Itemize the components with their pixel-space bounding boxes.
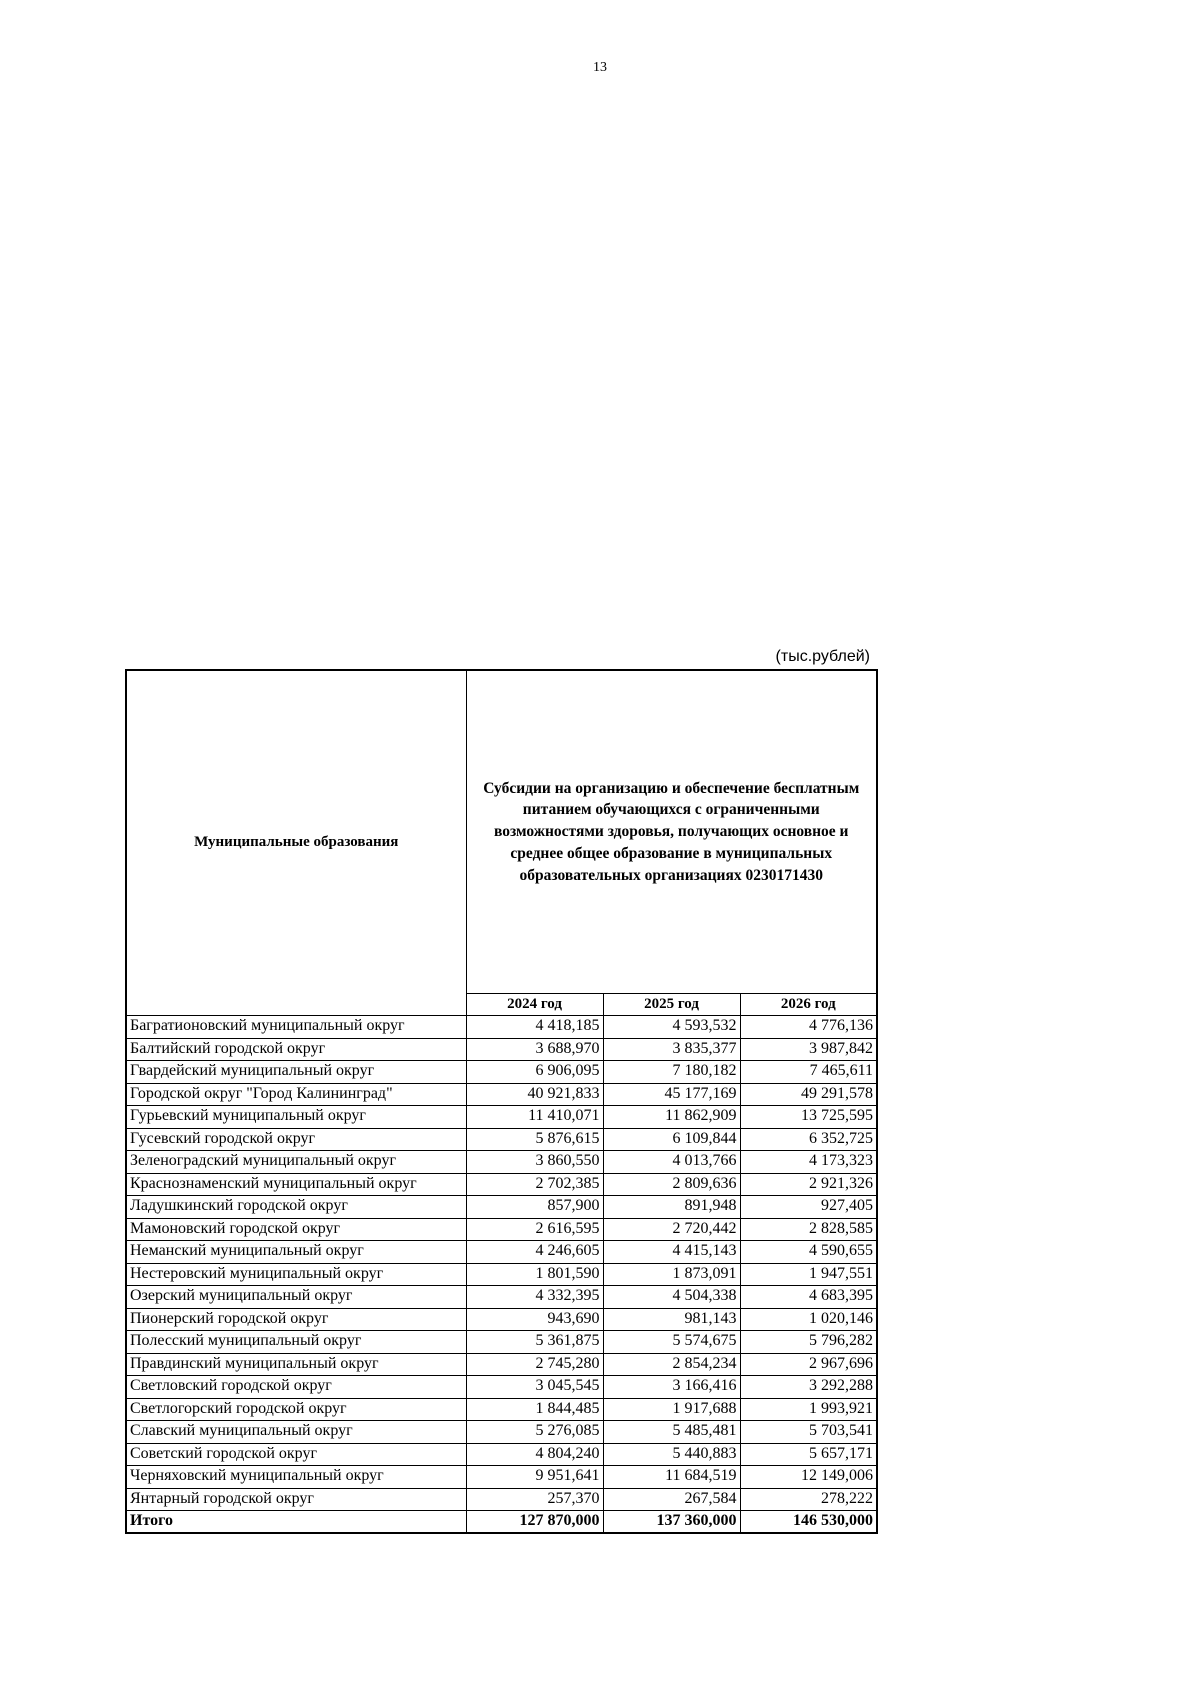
row-value-2026: 2 921,326 — [740, 1173, 877, 1196]
row-value-2024: 3 860,550 — [466, 1151, 603, 1174]
table-row — [126, 1083, 877, 1106]
total-2026: 146 530,000 — [740, 1511, 877, 1534]
row-value-2024: 5 361,875 — [466, 1331, 603, 1354]
units-label: (тыс.рублей) — [775, 648, 870, 665]
header-year-2026: 2026 год — [740, 994, 877, 1016]
row-value-2025: 2 854,234 — [603, 1353, 740, 1376]
total-2024: 127 870,000 — [466, 1511, 603, 1534]
row-value-2024: 6 906,095 — [466, 1061, 603, 1084]
table-row — [126, 1466, 877, 1489]
row-value-2026: 2 828,585 — [740, 1218, 877, 1241]
table-row — [126, 1286, 877, 1309]
row-value-2024: 2 616,595 — [466, 1218, 603, 1241]
row-value-2024: 4 332,395 — [466, 1286, 603, 1309]
table-row — [126, 1488, 877, 1511]
row-name: Пионерский городской округ — [126, 1308, 466, 1331]
row-value-2026: 13 725,595 — [740, 1106, 877, 1129]
row-value-2026: 5 657,171 — [740, 1443, 877, 1466]
row-name: Краснознаменский муниципальный округ — [126, 1173, 466, 1196]
row-name: Зеленоградский муниципальный округ — [126, 1151, 466, 1174]
row-value-2024: 40 921,833 — [466, 1083, 603, 1106]
header-year-2024: 2024 год — [466, 994, 603, 1016]
row-value-2025: 267,584 — [603, 1488, 740, 1511]
subsidy-table — [125, 669, 878, 1534]
row-value-2024: 11 410,071 — [466, 1106, 603, 1129]
row-value-2025: 891,948 — [603, 1196, 740, 1219]
table-body — [126, 1016, 877, 1511]
row-value-2024: 257,370 — [466, 1488, 603, 1511]
table-row — [126, 1376, 877, 1399]
row-value-2025: 2 809,636 — [603, 1173, 740, 1196]
row-name: Озерский муниципальный округ — [126, 1286, 466, 1309]
row-value-2024: 1 844,485 — [466, 1398, 603, 1421]
row-value-2025: 6 109,844 — [603, 1128, 740, 1151]
table-row — [126, 1331, 877, 1354]
row-value-2026: 1 993,921 — [740, 1398, 877, 1421]
row-value-2024: 4 418,185 — [466, 1016, 603, 1039]
row-value-2024: 4 246,605 — [466, 1241, 603, 1264]
row-value-2026: 1 947,551 — [740, 1263, 877, 1286]
row-value-2025: 5 440,883 — [603, 1443, 740, 1466]
row-value-2025: 4 013,766 — [603, 1151, 740, 1174]
row-value-2025: 4 415,143 — [603, 1241, 740, 1264]
row-value-2025: 11 684,519 — [603, 1466, 740, 1489]
header-subsidy: Субсидии на организацию и обеспечение бесплатным питанием обучающихся с ограниченными возможностями здоровья, получающих основное и среднее общее образование в муниципальных образовательных организациях 0230171430 — [466, 670, 877, 994]
row-value-2026: 1 020,146 — [740, 1308, 877, 1331]
total-2025: 137 360,000 — [603, 1511, 740, 1534]
row-value-2025: 1 917,688 — [603, 1398, 740, 1421]
row-value-2024: 2 745,280 — [466, 1353, 603, 1376]
row-value-2025: 1 873,091 — [603, 1263, 740, 1286]
row-value-2024: 1 801,590 — [466, 1263, 603, 1286]
row-name: Багратионовский муниципальный округ — [126, 1016, 466, 1039]
table-row — [126, 1196, 877, 1219]
table-row — [126, 1398, 877, 1421]
row-name: Балтийский городской округ — [126, 1038, 466, 1061]
row-value-2026: 5 703,541 — [740, 1421, 877, 1444]
row-value-2024: 5 876,615 — [466, 1128, 603, 1151]
row-value-2026: 4 683,395 — [740, 1286, 877, 1309]
row-value-2026: 3 987,842 — [740, 1038, 877, 1061]
row-name: Нестеровский муниципальный округ — [126, 1263, 466, 1286]
page-number: 13 — [593, 60, 607, 75]
row-value-2024: 2 702,385 — [466, 1173, 603, 1196]
row-value-2025: 4 504,338 — [603, 1286, 740, 1309]
row-name: Черняховский муниципальный округ — [126, 1466, 466, 1489]
row-name: Неманский муниципальный округ — [126, 1241, 466, 1264]
row-value-2026: 7 465,611 — [740, 1061, 877, 1084]
row-value-2025: 7 180,182 — [603, 1061, 740, 1084]
header-year-2025: 2025 год — [603, 994, 740, 1016]
table-row — [126, 1308, 877, 1331]
table-row — [126, 1421, 877, 1444]
table-row — [126, 1038, 877, 1061]
row-value-2024: 3 688,970 — [466, 1038, 603, 1061]
row-value-2024: 4 804,240 — [466, 1443, 603, 1466]
total-row — [126, 1511, 877, 1534]
row-name: Гвардейский муниципальный округ — [126, 1061, 466, 1084]
row-value-2026: 3 292,288 — [740, 1376, 877, 1399]
row-value-2025: 981,143 — [603, 1308, 740, 1331]
subsidy-table-container — [125, 669, 877, 1534]
row-name: Гурьевский муниципальный округ — [126, 1106, 466, 1129]
row-value-2026: 4 776,136 — [740, 1016, 877, 1039]
table-row — [126, 1353, 877, 1376]
row-value-2026: 4 173,323 — [740, 1151, 877, 1174]
table-row — [126, 1218, 877, 1241]
table-row — [126, 1263, 877, 1286]
row-name: Светлогорский городской округ — [126, 1398, 466, 1421]
row-name: Мамоновский городской округ — [126, 1218, 466, 1241]
total-label: Итого — [126, 1511, 466, 1534]
row-name: Светловский городской округ — [126, 1376, 466, 1399]
row-value-2026: 278,222 — [740, 1488, 877, 1511]
row-value-2025: 3 166,416 — [603, 1376, 740, 1399]
row-value-2025: 11 862,909 — [603, 1106, 740, 1129]
row-name: Советский городской округ — [126, 1443, 466, 1466]
row-value-2026: 12 149,006 — [740, 1466, 877, 1489]
row-value-2025: 5 574,675 — [603, 1331, 740, 1354]
row-name: Янтарный городской округ — [126, 1488, 466, 1511]
table-row — [126, 1151, 877, 1174]
row-name: Славский муниципальный округ — [126, 1421, 466, 1444]
row-name: Гусевский городской округ — [126, 1128, 466, 1151]
row-value-2025: 5 485,481 — [603, 1421, 740, 1444]
row-name: Ладушкинский городской округ — [126, 1196, 466, 1219]
table-row — [126, 1061, 877, 1084]
row-value-2026: 927,405 — [740, 1196, 877, 1219]
row-value-2024: 3 045,545 — [466, 1376, 603, 1399]
table-row — [126, 1128, 877, 1151]
row-value-2026: 5 796,282 — [740, 1331, 877, 1354]
row-value-2025: 45 177,169 — [603, 1083, 740, 1106]
row-value-2025: 3 835,377 — [603, 1038, 740, 1061]
row-name: Правдинский муниципальный округ — [126, 1353, 466, 1376]
table-row — [126, 1443, 877, 1466]
row-name: Полесский муниципальный округ — [126, 1331, 466, 1354]
table-row — [126, 1016, 877, 1039]
header-municipalities: Муниципальные образования — [126, 670, 466, 1016]
row-value-2024: 943,690 — [466, 1308, 603, 1331]
table-row — [126, 1241, 877, 1264]
row-value-2026: 49 291,578 — [740, 1083, 877, 1106]
row-name: Городской округ "Город Калининград" — [126, 1083, 466, 1106]
row-value-2024: 9 951,641 — [466, 1466, 603, 1489]
table-row — [126, 1173, 877, 1196]
row-value-2024: 5 276,085 — [466, 1421, 603, 1444]
row-value-2025: 2 720,442 — [603, 1218, 740, 1241]
row-value-2026: 6 352,725 — [740, 1128, 877, 1151]
row-value-2026: 4 590,655 — [740, 1241, 877, 1264]
row-value-2024: 857,900 — [466, 1196, 603, 1219]
row-value-2025: 4 593,532 — [603, 1016, 740, 1039]
table-row — [126, 1106, 877, 1129]
row-value-2026: 2 967,696 — [740, 1353, 877, 1376]
